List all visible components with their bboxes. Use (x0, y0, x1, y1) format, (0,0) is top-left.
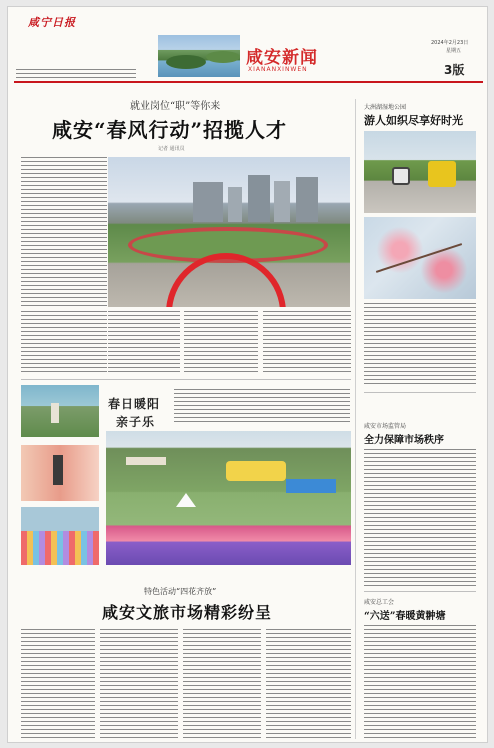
plum-blossom-photo (364, 217, 476, 299)
wetland-road-photo (364, 131, 476, 213)
section-title-english: XIANANXINWEN (248, 66, 308, 73)
culture-body-col2 (100, 629, 178, 739)
culture-body-col3 (183, 629, 261, 739)
culture-body-col1 (21, 629, 95, 739)
children-play-photo-1 (21, 385, 99, 437)
sidebar-kicker-2: 咸安市场监管局 (364, 423, 407, 430)
issue-date: 2024年2月23日 (431, 40, 469, 46)
lead-body-col3 (184, 311, 258, 373)
lead-kicker: 就业岗位“职”等你来 (130, 101, 221, 112)
lead-body-col4 (263, 311, 351, 373)
sidebar-body-3 (364, 625, 476, 739)
culture-body-col4 (266, 629, 351, 739)
spring-feature-title-2: 亲子乐 (116, 415, 156, 429)
city-square-photo (108, 157, 350, 307)
sidebar-body-1 (364, 303, 476, 387)
edition-number: 3版 (444, 63, 465, 77)
lead-body-col2 (108, 311, 180, 373)
children-play-photo-2 (21, 445, 99, 501)
spring-feature-caption (174, 389, 350, 425)
newspaper-logo: 咸宁日报 (28, 16, 76, 29)
masthead-rule (14, 81, 483, 83)
issue-weekday: 星期五 (446, 48, 462, 54)
lead-body-col1-lower (21, 311, 107, 373)
lead-headline: 咸安“春风行动”招揽人才 (52, 118, 288, 142)
spring-feature-title-1: 春日暖阳 (108, 397, 161, 411)
sidebar-kicker-3: 咸安总工会 (364, 599, 395, 606)
sidebar-title-2: 全力保障市场秩序 (364, 435, 444, 446)
lead-body-col1 (21, 157, 107, 309)
sidebar-title-3: “六送”春暖黄翀塘 (364, 611, 446, 622)
sidebar-body-2 (364, 449, 476, 587)
newspaper-page (7, 6, 488, 743)
amusement-park-aerial-photo (106, 431, 351, 565)
lead-byline: 记者 通讯员 (158, 146, 185, 152)
masthead-landscape-photo (158, 35, 240, 77)
children-play-photo-3 (21, 507, 99, 565)
masthead (8, 7, 488, 81)
sidebar-title-1: 游人如织尽享好时光 (364, 114, 463, 127)
culture-kicker: 特色活动“四花齐放” (144, 587, 217, 596)
sidebar-kicker-1: 大洲湖湿地公园 (364, 104, 407, 111)
section-title: 咸安新闻 (246, 48, 318, 68)
culture-headline: 咸安文旅市场精彩纷呈 (102, 603, 273, 622)
